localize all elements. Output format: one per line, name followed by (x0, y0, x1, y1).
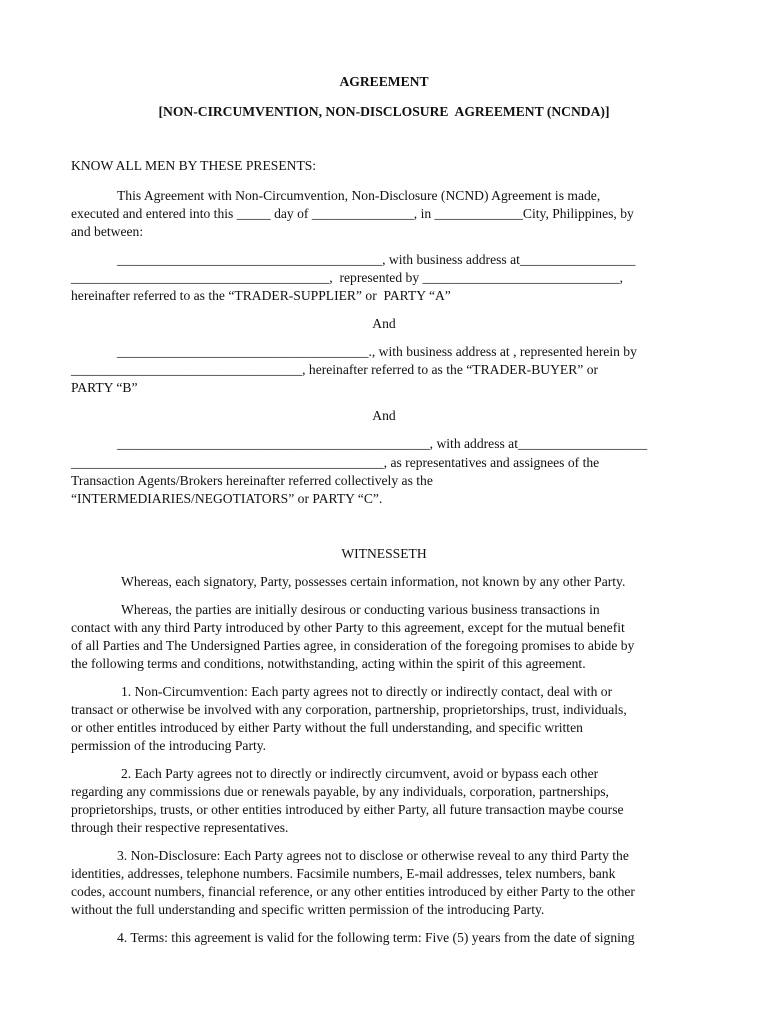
party-b-line: PARTY “B” (71, 380, 138, 395)
and-separator: And (372, 316, 396, 331)
clause-4-line: 4. Terms: this agreement is valid for the following term: Five (5) years from the date of signing (117, 930, 635, 945)
clause-1-line: permission of the introducing Party. (71, 738, 267, 753)
party-a-line: _______________________________________, with business address at_________________ (117, 252, 636, 267)
party-a-line: hereinafter referred to as the “TRADER-SUPPLIER” or PARTY “A” (71, 288, 451, 303)
witnesseth-heading: WITNESSETH (341, 546, 427, 561)
party-c-line: “INTERMEDIARIES/NEGOTIATORS” or PARTY “C”. (71, 491, 383, 506)
whereas-paragraph-line: contact with any third Party introduced by other Party to this agreement, except for the mutual benefit (71, 620, 625, 635)
document-subtitle: [NON-CIRCUMVENTION, NON-DISCLOSURE AGREEMENT (NCNDA)] (158, 104, 610, 119)
clause-3-line: identities, addresses, telephone numbers. Facsimile numbers, E-mail addresses, telex numbers, bank (71, 866, 616, 881)
document-title: AGREEMENT (339, 74, 429, 89)
whereas-paragraph: Whereas, each signatory, Party, possesses certain information, not known by any other Party. (121, 574, 626, 589)
clause-2-line: proprietorships, trusts, or other entities introduced by either Party, all future transaction maybe course (71, 802, 624, 817)
intro-line: executed and entered into this _____ day of _______________, in _____________City, Philippines, by (71, 206, 634, 221)
whereas-paragraph-line: of all Parties and The Undersigned Parties agree, in consideration of the foregoing promises to abide by (71, 638, 635, 653)
intro-line: and between: (71, 224, 144, 239)
clause-1-line: transact or otherwise be involved with any corporation, partnership, proprietorships, trust, individuals, (71, 702, 627, 717)
clause-3-line: without the full understanding and specific written permission of the introducing Party. (71, 902, 545, 917)
party-b-line: __________________________________, hereinafter referred to as the “TRADER-BUYER” or (71, 362, 599, 377)
clause-1-line: 1. Non-Circumvention: Each party agrees not to directly or indirectly contact, deal with or (121, 684, 613, 699)
party-b-line: _____________________________________., with business address at , represented herein by (117, 344, 637, 359)
clause-1-line: or other entitles introduced by either Party without the full understanding, and specific written (71, 720, 583, 735)
clause-3-line: 3. Non-Disclosure: Each Party agrees not to disclose or otherwise reveal to any third Party the (117, 848, 629, 863)
party-c-line: ______________________________________________, as representatives and assignees of the (71, 455, 600, 470)
whereas-paragraph-line: Whereas, the parties are initially desirous or conducting various business transactions in (121, 602, 600, 617)
whereas-paragraph-line: the following terms and conditions, notwithstanding, acting within the spirit of this agreement. (71, 656, 586, 671)
intro-line: This Agreement with Non-Circumvention, Non-Disclosure (NCND) Agreement is made, (117, 188, 601, 203)
and-separator: And (372, 408, 396, 423)
clause-3-line: codes, account numbers, financial reference, or any other entities introduced by either Party to the other (71, 884, 635, 899)
clause-2-line: 2. Each Party agrees not to directly or indirectly circumvent, avoid or bypass each other (121, 766, 599, 781)
know-all-heading: KNOW ALL MEN BY THESE PRESENTS: (71, 158, 317, 173)
clause-2-line: through their respective representatives. (71, 820, 289, 835)
clause-2-line: regarding any commissions due or renewals payable, by any individuals, corporation, partnerships, (71, 784, 609, 799)
party-c-line: Transaction Agents/Brokers hereinafter referred collectively as the (71, 473, 433, 488)
party-c-line: ______________________________________________, with address at___________________ (117, 436, 648, 451)
party-a-line: ______________________________________, represented by _____________________________, (71, 270, 624, 285)
